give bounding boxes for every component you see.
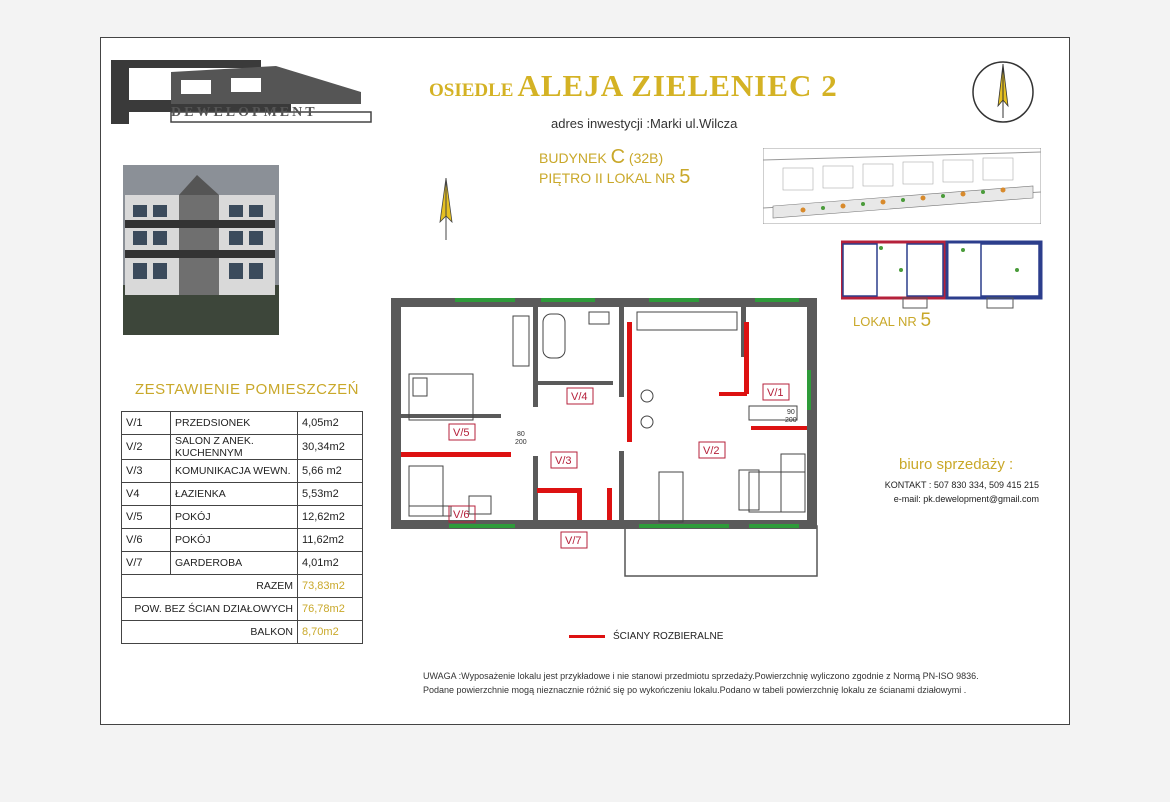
door-dim-a: 80 [517, 431, 525, 438]
room-code: V/6 [122, 529, 171, 552]
room-area: 11,62m2 [298, 529, 363, 552]
disclaimer-note [423, 669, 1023, 697]
room-code: V/2 [122, 435, 171, 460]
title-prefix: OSIEDLE [429, 80, 514, 101]
room-code: V/1 [122, 412, 171, 435]
table-row-total [122, 598, 363, 621]
estate-title [429, 68, 838, 104]
room-name: POKÓJ [171, 506, 298, 529]
disclaimer-line-1: UWAGA :Wyposażenie lokalu jest przykładowe i nie stanowi przedmiotu sprzedaży.Powierzchnię wyliczono zgodnie z Normą PN-ISO 9836. [423, 671, 979, 681]
room-area: 12,62m2 [298, 506, 363, 529]
room-name: ŁAZIENKA [171, 483, 298, 506]
room-name: SALON Z ANEK. KUCHENNYM [171, 435, 298, 460]
table-row [122, 435, 363, 460]
locator-text: LOKAL NR [853, 314, 917, 329]
table-row-total [122, 621, 363, 644]
room-code: V4 [122, 483, 171, 506]
table-row [122, 552, 363, 575]
building-render-image [123, 165, 279, 335]
disclaimer-line-2: Podane powierzchnie mogą nieznacznie różnić się po wykończeniu lokalu.Podano w tabeli powierzchnię lokalu ze ścianami działowymi . [423, 685, 967, 695]
logo-wordmark: DEWELOPMENT [171, 105, 318, 120]
legend-swatch [569, 635, 605, 638]
table-row [122, 529, 363, 552]
room-code: V/3 [122, 460, 171, 483]
room-name: POKÓJ [171, 529, 298, 552]
table-row-total [122, 575, 363, 598]
total-value: 76,78m2 [298, 598, 363, 621]
total-value: 73,83m2 [298, 575, 363, 598]
rooms-title: ZESTAWIENIE POMIESZCZEŃ [135, 381, 360, 398]
north-arrow-icon [435, 176, 457, 242]
room-label-v2: V/2 [703, 445, 720, 457]
building-info [539, 148, 690, 188]
sales-contact [879, 478, 1039, 506]
door-dim-b: 90 [787, 409, 795, 416]
room-label-v3: V/3 [555, 455, 572, 467]
site-plan-image [763, 148, 1041, 224]
room-name: KOMUNIKACJA WEWN. [171, 460, 298, 483]
room-label-v5: V/5 [453, 427, 470, 439]
rooms-table [121, 411, 363, 644]
floor-locator-plan [841, 240, 1043, 310]
apartment-floor-plan [389, 296, 821, 578]
investment-address: adres inwestycji :Marki ul.Wilcza [551, 116, 738, 131]
table-row [122, 506, 363, 529]
room-area: 4,01m2 [298, 552, 363, 575]
budynek-code: (32B) [628, 150, 664, 166]
room-code: V/5 [122, 506, 171, 529]
contact-phones: KONTAKT : 507 830 334, 509 415 215 [884, 480, 1039, 490]
room-name: PRZEDSIONEK [171, 412, 298, 435]
north-arrow-icon [969, 60, 1037, 124]
room-name: GARDEROBA [171, 552, 298, 575]
door-dim-a2: 200 [515, 439, 527, 446]
total-label: POW. BEZ ŚCIAN DZIAŁOWYCH [122, 598, 298, 621]
contact-email[interactable]: e-mail: pk.dewelopment@gmail.com [893, 494, 1039, 504]
page-sheet [100, 37, 1070, 725]
legend-label: ŚCIANY ROZBIERALNE [613, 631, 724, 642]
room-label-v7: V/7 [565, 535, 582, 547]
table-row [122, 412, 363, 435]
pietro-label: PIĘTRO II LOKAL NR [539, 170, 676, 186]
table-row [122, 483, 363, 506]
lokal-number: 5 [679, 166, 691, 188]
budynek-label: BUDYNEK [539, 150, 607, 166]
total-value: 8,70m2 [298, 621, 363, 644]
room-code: V/7 [122, 552, 171, 575]
locator-number: 5 [920, 310, 932, 331]
table-row [122, 460, 363, 483]
total-label: RAZEM [122, 575, 298, 598]
door-dim-b2: 200 [785, 417, 797, 424]
room-label-v1: V/1 [767, 387, 784, 399]
room-area: 30,34m2 [298, 435, 363, 460]
budynek-letter: C [610, 146, 626, 168]
total-label: BALKON [122, 621, 298, 644]
title-main: ALEJA ZIELENIEC 2 [517, 68, 838, 103]
legend-removable-walls [569, 631, 723, 642]
room-label-v6: V/6 [453, 509, 470, 521]
locator-label [853, 310, 931, 332]
room-label-v4: V/4 [571, 391, 588, 403]
sales-office-title: biuro sprzedaży : [899, 456, 1014, 473]
room-area: 5,53m2 [298, 483, 363, 506]
room-area: 5,66 m2 [298, 460, 363, 483]
room-area: 4,05m2 [298, 412, 363, 435]
